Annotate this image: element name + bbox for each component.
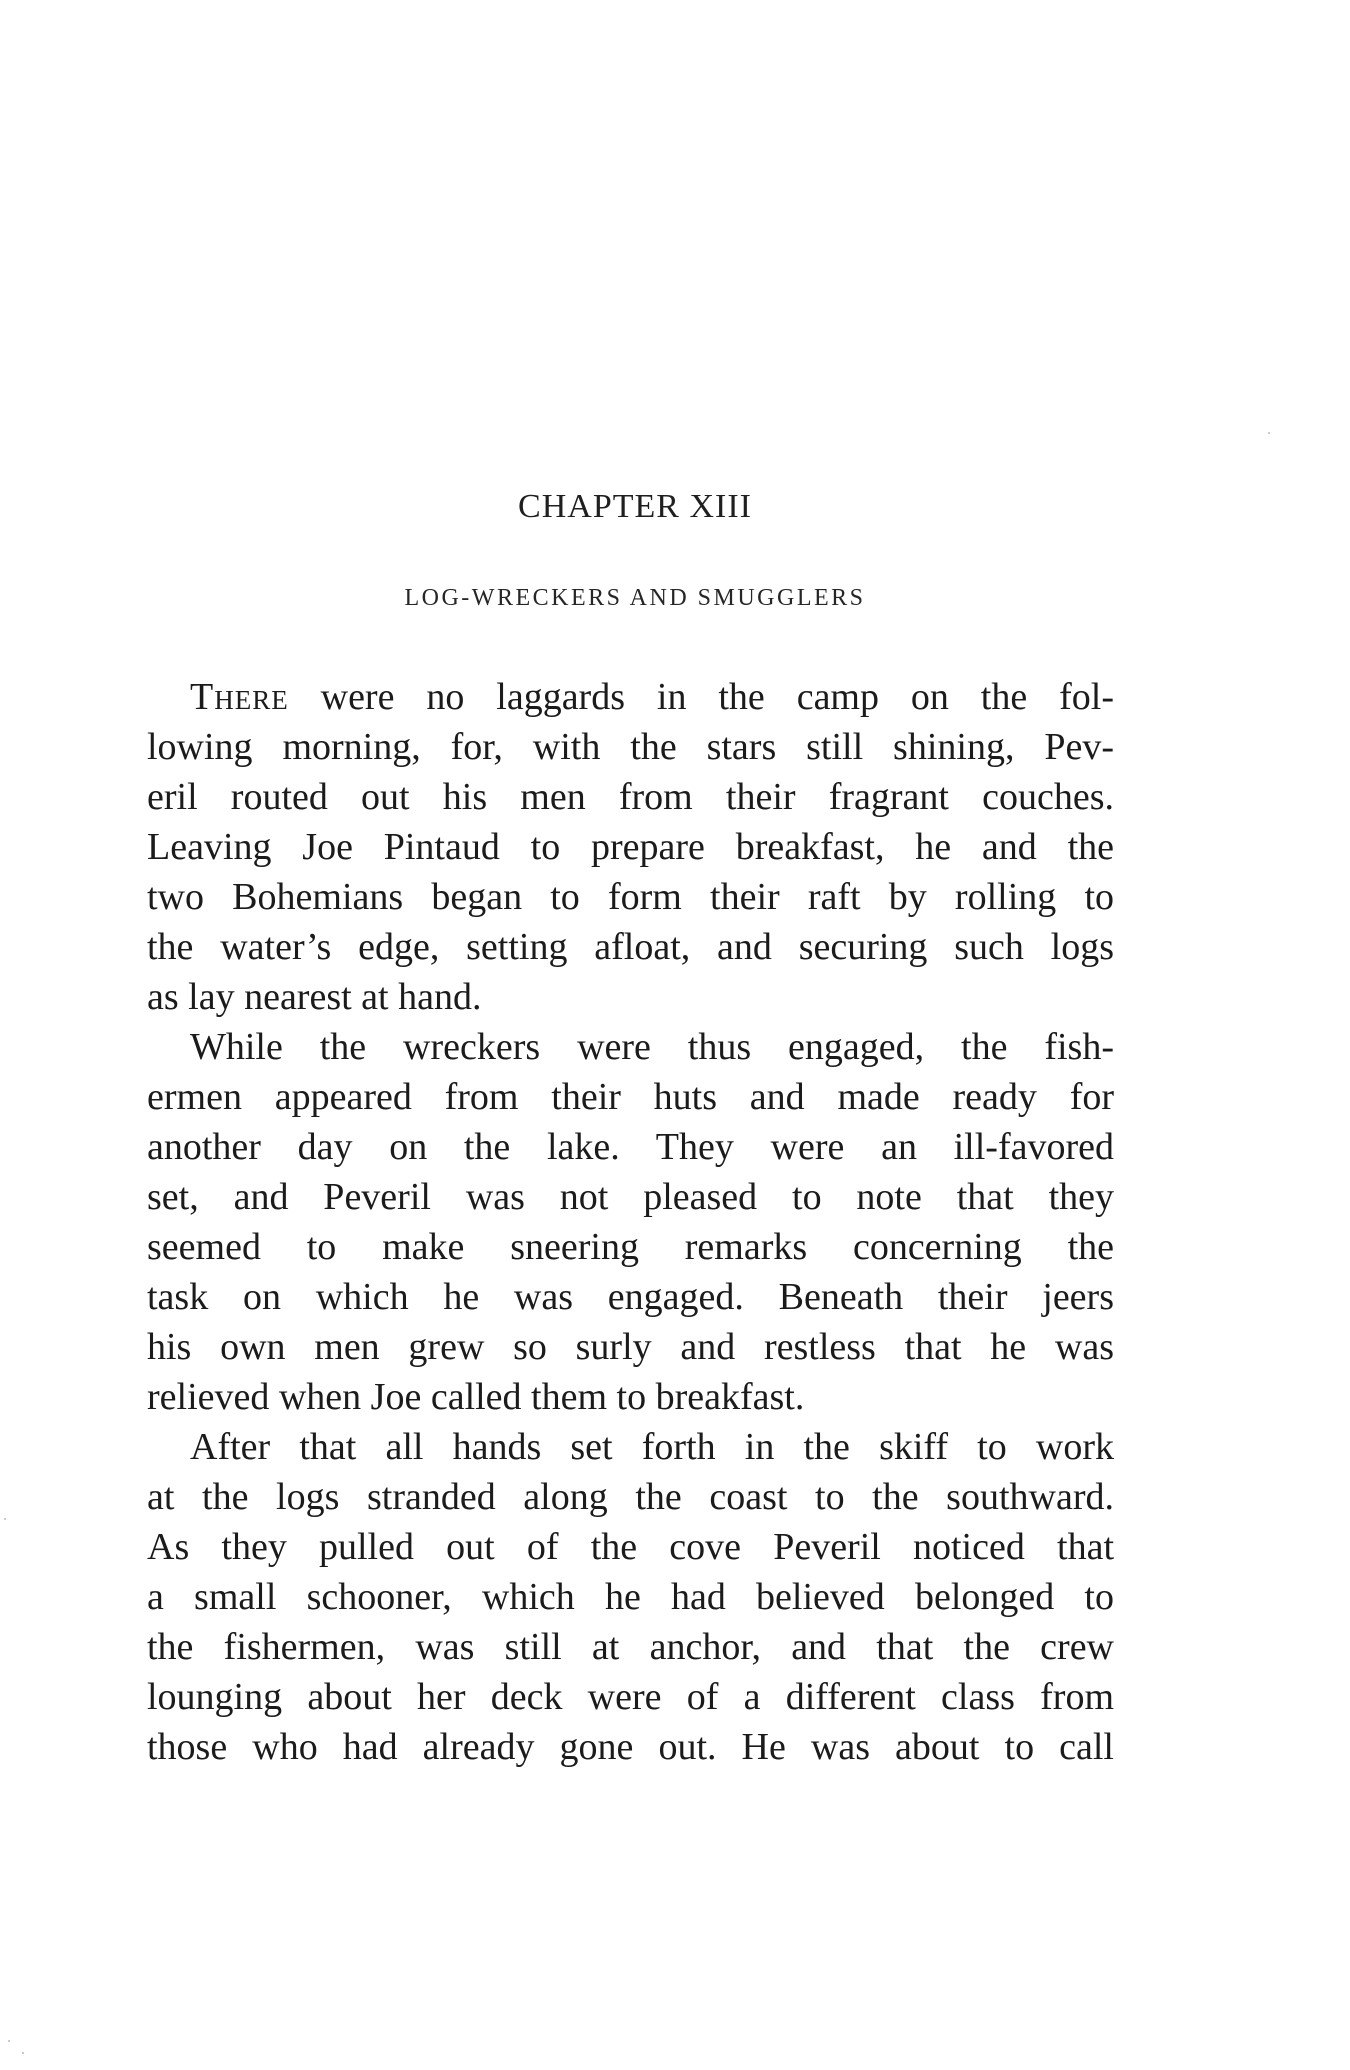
text-line: ermen appeared from their huts and made ready for: [147, 1076, 1114, 1118]
text-line: task on which he was engaged. Beneath their jeers: [147, 1276, 1114, 1318]
text-line: While the wreckers were thus engaged, the fish-: [190, 1026, 1114, 1068]
paper-speck: [1268, 432, 1270, 434]
text-line: lounging about her deck were of a different class from: [147, 1676, 1114, 1718]
text-line: set, and Peveril was not pleased to note that they: [147, 1176, 1114, 1218]
paper-speck: [4, 1518, 6, 1520]
text-line: relieved when Joe called them to breakfast.: [147, 1376, 805, 1418]
text-line: at the logs stranded along the coast to the southward.: [147, 1476, 1114, 1518]
text-line: those who had already gone out. He was about to call: [147, 1726, 1114, 1768]
text-line: another day on the lake. They were an ill-favored: [147, 1126, 1114, 1168]
text-line: a small schooner, which he had believed belonged to: [147, 1576, 1114, 1618]
text-line: lowing morning, for, with the stars still shining, Pev-: [147, 726, 1114, 768]
text-line: Leaving Joe Pintaud to prepare breakfast, he and the: [147, 826, 1114, 868]
text-line: eril routed out his men from their fragrant couches.: [147, 776, 1114, 818]
paper-speck: [22, 2052, 24, 2054]
text-line: After that all hands set forth in the skiff to work: [190, 1426, 1114, 1468]
text-line: the water’s edge, setting afloat, and securing such logs: [147, 926, 1114, 968]
chapter-number-heading: CHAPTER XIII: [518, 488, 752, 525]
text-line: There were no laggards in the camp on the fol-: [190, 676, 1114, 718]
text-line: his own men grew so surly and restless that he was: [147, 1326, 1114, 1368]
text-line: seemed to make sneering remarks concerning the: [147, 1226, 1114, 1268]
chapter-subtitle: LOG-WRECKERS AND SMUGGLERS: [404, 585, 866, 611]
paper-speck: [8, 2040, 10, 2042]
text-line: the fishermen, was still at anchor, and that the crew: [147, 1626, 1114, 1668]
text-line: As they pulled out of the cove Peveril noticed that: [147, 1526, 1114, 1568]
text-line: as lay nearest at hand.: [147, 976, 482, 1018]
text-line: two Bohemians began to form their raft by rolling to: [147, 876, 1114, 918]
drop-first-word: There: [190, 676, 289, 718]
